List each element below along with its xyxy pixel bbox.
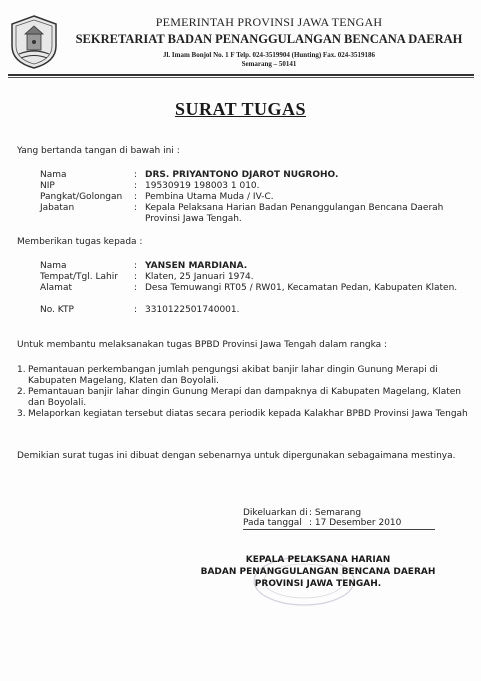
- letterhead-government: PEMERINTAH PROVINSI JAWA TENGAH: [155, 15, 383, 29]
- signer-name-value: DRS. PRIYANTONO DJAROT NUGROHO.: [145, 170, 339, 180]
- letterhead-divider: [8, 74, 474, 76]
- signer-rank-row: [40, 192, 480, 203]
- assignee-birth-label: Tempat/Tgl. Lahir: [40, 272, 118, 282]
- task-number: 2.: [17, 387, 26, 397]
- issued-place-value: : Semarang: [309, 508, 362, 518]
- task-text: Melaporkan kegiatan tersebut diatas secara periodik kepada Kalakhar BPBD Provinsi Jawa Tengah: [28, 409, 468, 419]
- signer-nip-row: [40, 181, 480, 192]
- closing-paragraph: Demikian surat tugas ini dibuat dengan sebenarnya untuk dipergunakan sebagaimana mestinya.: [17, 451, 456, 461]
- document-title: SURAT TUGAS: [174, 99, 307, 119]
- signer-rank-label: Pangkat/Golongan: [40, 192, 123, 202]
- signature-title: KEPALA PELAKSANA HARIAN: [245, 555, 391, 565]
- assignee-address-label: Alamat: [40, 283, 72, 293]
- signature-agency: BADAN PENANGGULANGAN BENCANA DAERAH: [200, 567, 436, 577]
- letterhead-address: Jl. Imam Bonjol No. 1 F Telp. 024-3519904 (Hunting) Fax. 024-3519186: [162, 51, 376, 59]
- colon: :: [134, 272, 138, 282]
- colon: :: [134, 305, 138, 315]
- colon: :: [134, 192, 138, 202]
- task-number: 3.: [17, 409, 26, 419]
- assignee-birth-value: Klaten, 25 Januari 1974.: [145, 272, 254, 282]
- signer-name-label: Nama: [40, 170, 67, 180]
- assignee-address-value: Desa Temuwangi RT05 / RW01, Kecamatan Pedan, Kabupaten Klaten.: [145, 283, 458, 293]
- signer-position-value: Kepala Pelaksana Harian Badan Penanggulangan Bencana Daerah Provinsi Jawa Tengah.: [145, 203, 444, 224]
- signature-province: PROVINSI JAWA TENGAH.: [254, 579, 382, 589]
- issued-date-label: Pada tanggal: [243, 518, 302, 528]
- signer-nip-label: NIP: [40, 181, 55, 191]
- signer-position-label: Jabatan: [40, 203, 75, 213]
- colon: :: [134, 203, 138, 213]
- colon: :: [134, 181, 138, 191]
- assignee-address-row: [40, 283, 480, 294]
- assignee-name-row: [40, 261, 480, 272]
- assignee-ktp-value: 3310122501740001.: [145, 305, 240, 315]
- task-item: [17, 365, 472, 387]
- issued-date-value: : 17 Desember 2010: [309, 518, 402, 528]
- letterhead-city: Semarang – 50141: [241, 60, 297, 68]
- task-text: Pemantauan perkembangan jumlah pengungsi akibat banjir lahar dingin Gunung Merapi di Kabupaten Magelang, Klaten dan Boyolali.: [28, 365, 438, 386]
- signer-rank-value: Pembina Utama Muda / IV-C.: [145, 192, 274, 202]
- intro-text: Yang bertanda tangan di bawah ini :: [17, 146, 180, 156]
- date-underline: [243, 529, 435, 530]
- colon: :: [134, 283, 138, 293]
- assignee-name-value: YANSEN MARDIANA.: [145, 261, 248, 271]
- assignee-name-label: Nama: [40, 261, 67, 271]
- letterhead-divider-thin: [8, 77, 474, 78]
- colon: :: [134, 261, 138, 271]
- task-number: 1.: [17, 365, 26, 375]
- task-text: Pemantauan banjir lahar dingin Gunung Merapi dan dampaknya di Kabupaten Magelang, Klaten dan Boyolali.: [28, 387, 462, 408]
- purpose-intro-text: Untuk membantu melaksanakan tugas BPBD Provinsi Jawa Tengah dalam rangka :: [17, 340, 388, 350]
- task-item: [17, 387, 472, 409]
- issued-date-row: [243, 518, 473, 529]
- signer-name-row: [40, 170, 480, 181]
- task-item: [17, 409, 472, 431]
- province-emblem-icon: [9, 14, 59, 70]
- signer-nip-value: 19530919 198003 1 010.: [145, 181, 260, 191]
- issued-place-label: Dikeluarkan di: [243, 508, 308, 518]
- colon: :: [134, 170, 138, 180]
- letterhead-agency: SEKRETARIAT BADAN PENANGGULANGAN BENCANA DAERAH: [75, 32, 463, 46]
- assignee-ktp-row: [40, 305, 480, 316]
- assignee-ktp-label: No. KTP: [40, 305, 74, 315]
- signer-position-row: [40, 203, 480, 224]
- assignee-birth-row: [40, 272, 480, 283]
- assign-intro-text: Memberikan tugas kepada :: [17, 237, 143, 247]
